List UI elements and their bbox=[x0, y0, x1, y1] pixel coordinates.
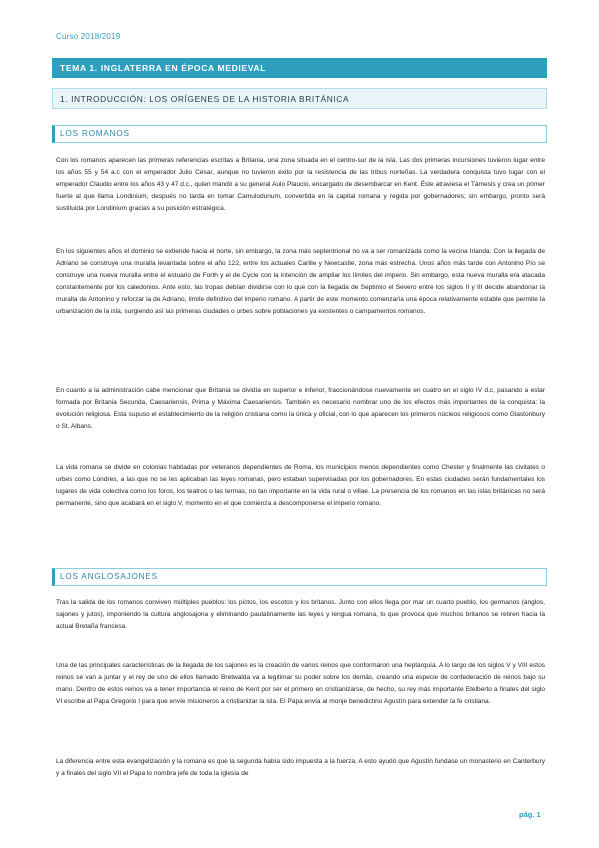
course-label: Curso 2018/2019 bbox=[56, 32, 121, 41]
paragraph-anglosajones-1: Tras la salida de los romanos conviven múltiples pueblos: los pictos, los escotos y los britanos. Junto con ellos llega por mar un cuarto pueblo, los germanos (anglos, sajones y jutos), imponiendo la cultura anglosajona y eliminando paulatinamente las leyes y lengua romana, lo que provoca que muchos britanos se retiren hacia la actual Bretaña francesa. bbox=[56, 599, 545, 630]
paragraph-anglosajones-3: La diferencia entre esta evangelización y la romana es que la segunda había sido impuesta a la fuerza. A esto ayudó que Agustín fundase un monasterio en Canterbury y a finales del siglo VII el Papa lo nombra jefe de toda la iglesia de bbox=[56, 758, 545, 777]
tema-title: TEMA 1. INGLATERRA EN ÉPOCA MEDIEVAL bbox=[52, 58, 547, 78]
page-number: pág. 1 bbox=[519, 810, 541, 819]
section-heading-anglosajones: LOS ANGLOSAJONES bbox=[52, 568, 547, 586]
intro-title: 1. INTRODUCCIÓN: LOS ORÍGENES DE LA HISTORIA BRITÁNICA bbox=[52, 88, 547, 109]
paragraph-romanos-1: Con los romanos aparecen las primeras referencias escritas a Britania, una zona situada en el centro-sur de la isla. Las dos primeras incursiones tuvieron lugar entre los años 55 y 54 a.c con el emperador Julio César, aunque no tuvieron éxito por la resistencia de las tribus norteñas. La verdadera conquista tuvo lugar con el emperador Claudio entre los años 43 y 47 d.c., quien mandó a su general Aulo Plaucio, encargado de desembarcar en Kent. Éste atraviesa el Támesis y crea un primer fuerte al que llama Londinium, después no tarda en tomar Camulodunum, convertida en la capital romana y regida por gobernadores; sin embargo, pronto será sustituida por Londinium gracias a su posición estratégica. bbox=[56, 157, 545, 212]
paragraph-romanos-3: En cuanto a la administración cabe mencionar que Britania se dividía en superior e inferior, fraccionándose nuevamente en cuatro en el siglo IV d.c, pasando a estar formada por Britania Secunda, Caesariensis, Prima y Máxima Caesariensis. También es necesario nombrar uno de los efectos más importantes de la conquista: la evolución religiosa. Esta supuso el establecimiento de la religión cristiana como la única y oficial, con lo que aparecen los primeros núcleos religiosos como Glastonbury o St. Albans. bbox=[56, 387, 545, 430]
paragraph-romanos-4: La vida romana se divide en colonias habitadas por veteranos dependientes de Roma, los municipios menos dependientes como Chester y finalmente las civitates o urbes como Londres, a las que no se les aplicaban las leyes romanas, pero estaban supervisadas por los gobernadores. En estas ciudades serán fundamentales los lugares de vida colectiva como los foros, los teatros o las termas, no tan importante en la vida rural o villae. La presencia de los romanos en las islas británicas no será permanente, sino que acabará en el siglo V, momento en el que comienza a descomponerse el imperio romano. bbox=[56, 464, 545, 507]
paragraph-romanos-2: En los siguientes años el dominio se extiende hacia el norte, sin embargo, la zona más septentrional no va a ser romanizada como la vecina Irlanda. Con la llegada de Adriano se construye una muralla levantada sobre el año 122, entre los actuales Carlile y Newcastle, zona más estrecha. Unos años más tarde con Antonino Pío se construye una nueva muralla entre el estuario de Forth y el de Cycle con la intención de ampliar los límites del imperio. Sin embargo, esta nueva muralla era atacada constantemente por los caledonios. Ante esto, las tropas debían dividirse con lo que con la llegada de Septimio el Severo entre los siglos II y III decide abandonar la muralla de Antonino y reforzar la de Adriano, límite definitivo del imperio romano. A partir de este momento comenzaría una época relativamente estable que permite la urbanización de la isla, surgiendo así las primeras ciudades o urbes sobre poblaciones ya existentes o campamentos romanos. bbox=[56, 248, 545, 315]
section-heading-romanos: LOS ROMANOS bbox=[52, 125, 547, 143]
paragraph-anglosajones-2: Una de las principales características de la llegada de los sajones es la creación de varios reinos que conformaron una heptarquía. A lo largo de los siglos V y VIII estos reinos se van a juntar y el rey de uno de ellos llamado Bretwalda va a legitimar su poder sobre los demás, creando una especie de confederación de reinos bajo su mano. Dentro de estos reinos va a tener importancia el reino de Kent por ser el primero en cristianizarse, de hecho, su rey más importante Etelberto a finales del siglo VI escribe al Papa Gregorio I para que envíe misioneros a cristianizar la isla. El Papa envía al monje benedictino Agustín para extender la fe cristiana. bbox=[56, 662, 545, 705]
